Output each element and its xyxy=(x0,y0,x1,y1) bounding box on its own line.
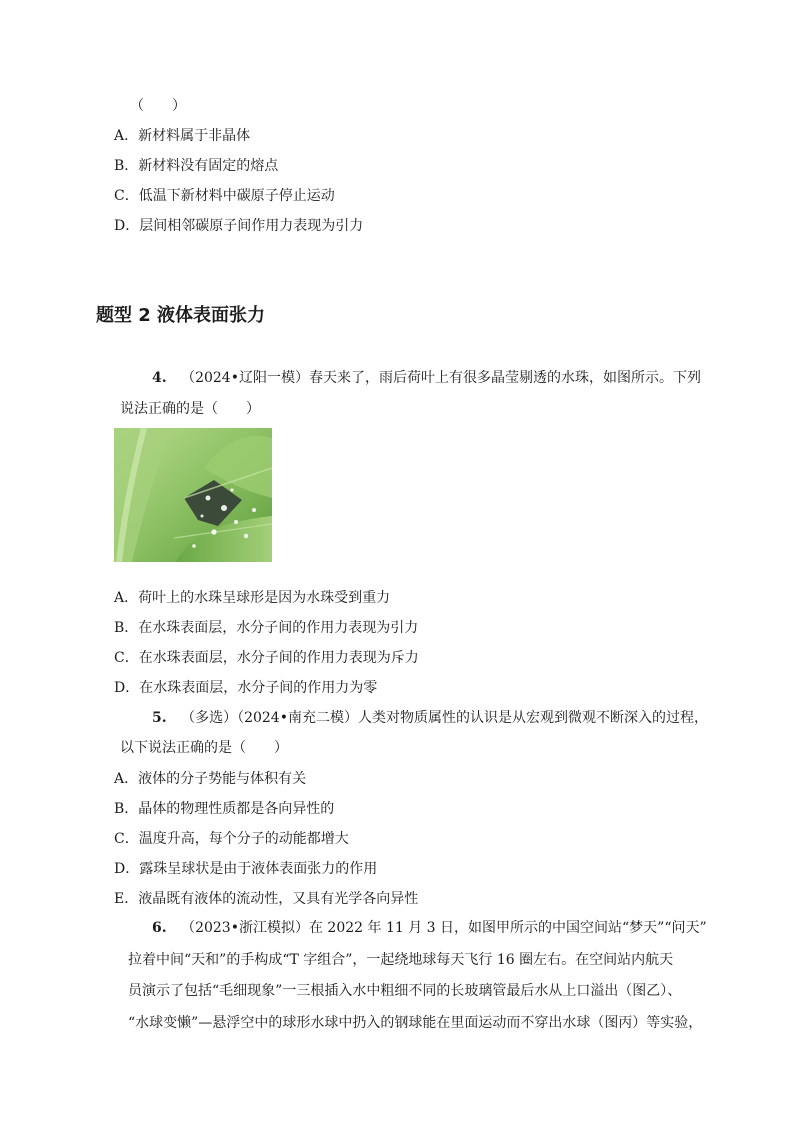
q4-option-b: B．在水珠表面层，水分子间的作用力表现为引力 xyxy=(114,620,419,636)
lotus-leaf-water-droplets-image xyxy=(114,428,272,562)
q3-option-c: C．低温下新材料中碳原子停止运动 xyxy=(114,188,335,204)
q4-number: 4. xyxy=(152,370,167,386)
q5-option-b: B．晶体的物理性质都是各向异性的 xyxy=(114,801,335,817)
q4-option-c: C．在水珠表面层，水分子间的作用力表现为斥力 xyxy=(114,650,419,666)
q3-option-d: D．层间相邻碳原子间作用力表现为引力 xyxy=(114,218,364,234)
q6-number: 6. xyxy=(152,920,167,936)
q6-stem-line3: 员演示了包括“毛细现象”一三根插入水中粗细不同的长玻璃管最后水从上口溢出（图乙）、 xyxy=(128,983,682,999)
q5-option-a: A．液体的分子势能与体积有关 xyxy=(114,771,307,787)
q5-number: 5. xyxy=(152,710,167,726)
q4-option-a: A．荷叶上的水珠呈球形是因为水珠受到重力 xyxy=(114,590,391,606)
q6-stem-line2: 拉着中间“天和”的手构成“T 字组合”，一起绕地球每天飞行 16 圈左右。在空间站内航天 xyxy=(128,952,674,968)
q3-option-b: B．新材料没有固定的熔点 xyxy=(114,158,279,174)
section-title: 题型 2 液体表面张力 xyxy=(96,305,266,326)
q3-option-a: A．新材料属于非晶体 xyxy=(114,128,251,144)
q4-stem-line1 xyxy=(152,368,701,388)
q5-option-d: D．露珠呈球状是由于液体表面张力的作用 xyxy=(114,861,378,877)
q5-option-e: E．液晶既有液体的流动性，又具有光学各向异性 xyxy=(114,891,419,907)
q6-stem-line1 xyxy=(152,918,707,938)
q4-option-d: D．在水珠表面层，水分子间的作用力为零 xyxy=(114,680,378,696)
q6-stem-text: （2023•浙江模拟）在 2022 年 11 月 3 日，如图甲所示的中国空间站“梦天”“问天” xyxy=(181,920,707,936)
q5-option-c: C．温度升高，每个分子的动能都增大 xyxy=(114,831,349,847)
q3-answer-paren: （ ） xyxy=(130,98,186,114)
q6-stem-line4: “水球变懒”—悬浮空中的球形水球中扔入的钢球能在里面运动而不穿出水球（图丙）等实验， xyxy=(128,1015,703,1031)
q5-stem-line2: 以下说法正确的是（ ） xyxy=(120,740,288,756)
q5-stem-line1 xyxy=(152,708,708,728)
q4-stem-text: （2024•辽阳一模）春天来了，雨后荷叶上有很多晶莹剔透的水珠，如图所示。下列 xyxy=(181,370,701,386)
q4-stem-line2: 说法正确的是（ ） xyxy=(120,401,260,417)
q5-stem-text: （多选）（2024•南充二模）人类对物质属性的认识是从宏观到微观不断深入的过程， xyxy=(181,710,708,726)
